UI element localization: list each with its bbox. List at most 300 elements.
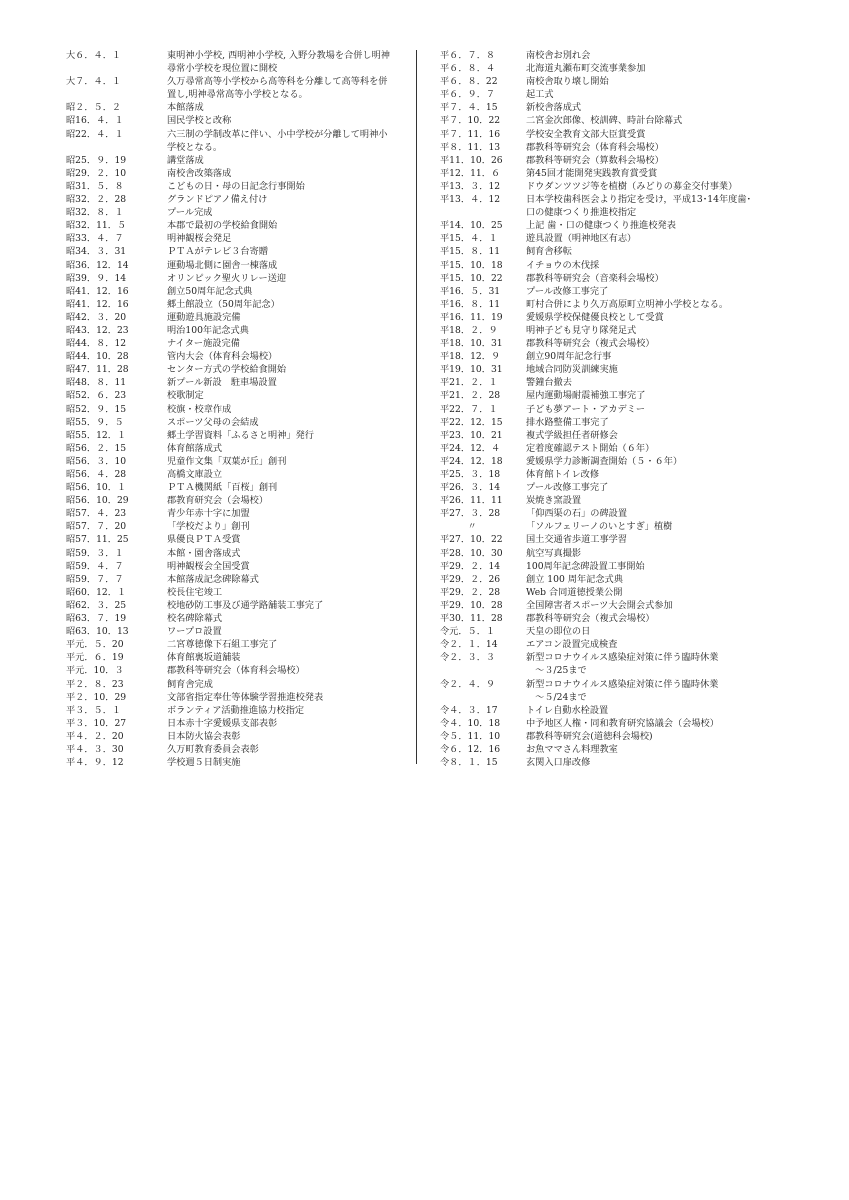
history-entry (66, 756, 416, 769)
history-entry (66, 625, 416, 638)
entry-event: 講堂落成 (167, 154, 204, 166)
entry-date: 平４．３．30 (66, 743, 124, 755)
entry-date: 平21．２．１ (440, 377, 498, 389)
entry-event: 久万町教育委員会表彰 (167, 743, 259, 755)
entry-date: 昭55．９．５ (66, 416, 124, 428)
entry-date: 令６．12．16 (440, 743, 501, 755)
entry-event: 明治100年記念式典 (167, 324, 249, 336)
entry-date: 平元．10．３ (66, 665, 124, 677)
history-entry (440, 389, 780, 402)
entry-event: ドウダンツツジ等を植樹（みどりの募金交付事業） (526, 180, 738, 192)
history-entry (66, 468, 416, 481)
history-entry (66, 717, 416, 730)
entry-event: ＰＴＡがテレビ３台寄贈 (167, 246, 268, 258)
entry-date: 平23．10．21 (440, 429, 503, 441)
entry-event: ＰＴＡ機関紙「百桜」創刊 (167, 482, 278, 494)
entry-date: 平６．７．８ (440, 50, 496, 61)
entry-event: 日本防火協会表彰 (167, 730, 241, 742)
entry-date: 昭60．12．１ (66, 586, 127, 598)
history-entry (66, 507, 416, 520)
history-entry (440, 717, 780, 730)
entry-event: 中予地区人権・同和教育研究協議会（会場校） (526, 717, 719, 729)
history-entry (66, 520, 416, 533)
entry-event: 上記 歯・口の健康つくり推進校発表 (526, 220, 676, 232)
entry-date: 大７．４．１ (66, 76, 122, 88)
history-entry (66, 573, 416, 586)
history-entry (440, 586, 780, 599)
history-entry (440, 573, 780, 586)
entry-date: 令元．５．１ (440, 626, 496, 638)
entry-event: トイレ自動水栓設置 (526, 704, 609, 716)
entry-date: 昭47．11．28 (66, 364, 129, 376)
history-entry (66, 704, 416, 717)
entry-date: 平27．10．22 (440, 534, 503, 546)
entry-event: 郡教科等研究会（体育科会場校） (167, 665, 305, 677)
entry-date: 平６．９．７ (440, 89, 496, 101)
history-entry (440, 272, 780, 285)
entry-date: 昭16．４．１ (66, 115, 124, 127)
history-column-left (66, 49, 416, 769)
entry-date: 令４．10．18 (440, 717, 501, 729)
history-entry (440, 88, 780, 101)
entry-event: 遊具設置（明神地区有志） (526, 233, 637, 245)
history-entry (66, 481, 416, 494)
entry-date: 昭39．９．14 (66, 272, 127, 284)
entry-date: 平２．10．29 (66, 691, 127, 703)
history-entry (440, 49, 780, 62)
history-entry (66, 350, 416, 363)
history-entry (440, 560, 780, 573)
entry-event: 北海道丸瀬布町交流事業参加 (526, 63, 646, 75)
entry-event: 新校舎落成式 (526, 102, 582, 114)
entry-date: 昭48．８．11 (66, 377, 127, 389)
history-entry (440, 259, 780, 272)
history-entry (440, 324, 780, 337)
entry-event: 新プール新設 駐車場設置 (167, 377, 277, 389)
entry-date: 平24．12．４ (440, 442, 501, 454)
entry-event: グランドピアノ備え付け (167, 194, 268, 206)
entry-event: ナイター施設完備 (167, 338, 240, 350)
history-entry (66, 245, 416, 258)
entry-date: 平14．10．25 (440, 220, 503, 232)
entry-event: 郡教科等研究会（体育科会場校） (526, 141, 664, 153)
entry-date: 昭41．12．16 (66, 285, 129, 297)
entry-event: 二宮金次郎像、校訓碑、時計台除幕式 (526, 115, 683, 127)
entry-event: 郡教科等研究会（音楽科会場校） (526, 272, 664, 284)
entry-date: 昭59．７．７ (66, 573, 124, 585)
entry-event: 校歌制定 (167, 390, 204, 402)
entry-date: 令４．３．17 (440, 704, 498, 716)
entry-event: 起工式 (526, 89, 554, 101)
entry-event: 文部省指定奉仕等体験学習推進校発表 (167, 691, 324, 703)
entry-event: ワープロ設置 (167, 626, 222, 638)
entry-date: 昭31．５．８ (66, 180, 124, 192)
history-entry (440, 756, 780, 769)
entry-date: 昭32．８．１ (66, 207, 124, 219)
entry-date: 昭32．11．５ (66, 220, 127, 232)
history-entry (440, 101, 780, 114)
entry-date: 平29．10．28 (440, 599, 503, 611)
history-entry (66, 219, 416, 232)
entry-event: 県優良ＰＴＡ受賞 (167, 534, 241, 546)
entry-date: 昭59．４．７ (66, 560, 124, 572)
entry-date: 昭41．12．16 (66, 298, 129, 310)
entry-date: 平18．10．31 (440, 338, 503, 350)
entry-date: 令５．11．10 (440, 730, 501, 742)
history-entry (440, 455, 780, 468)
entry-date: 平元．５．20 (66, 639, 124, 651)
entry-date: 平15．10．22 (440, 272, 503, 284)
entry-event: 本館落成 (167, 102, 204, 114)
entry-date: 昭43．12．23 (66, 324, 129, 336)
history-entry (440, 193, 780, 219)
history-entry (66, 206, 416, 219)
entry-event: 定着度確認テスト開始（６年） (526, 442, 655, 454)
history-entry (440, 743, 780, 756)
entry-date: 平８．11．13 (440, 141, 501, 153)
entry-event: ボランティア活動推進協力校指定 (167, 704, 305, 716)
entry-event: 愛媛県学力診断調査開始（５・６年） (526, 455, 683, 467)
entry-date: 平18．２．９ (440, 324, 498, 336)
entry-date: 平16．８．11 (440, 298, 501, 310)
entry-date: 昭59．３．１ (66, 547, 124, 559)
entry-date: 昭22．４．１ (66, 128, 124, 140)
history-entry (440, 141, 780, 154)
history-entry (66, 272, 416, 285)
entry-date: 平７．10．22 (440, 115, 501, 127)
entry-date: 平３．10．27 (66, 717, 127, 729)
entry-date: 平15．４．１ (440, 233, 498, 245)
history-entry (66, 180, 416, 193)
entry-event: 郡教科等研究会(道徳科会場校) (526, 730, 653, 742)
entry-event: 南校舎改築落成 (167, 167, 232, 179)
history-entry (440, 730, 780, 743)
entry-date: 令２．１．14 (440, 639, 498, 651)
entry-event: 国民学校と改称 (167, 115, 232, 127)
entry-event: 新型コロナウイルス感染症対策に伴う臨時休業 ～３/25まで (526, 652, 719, 677)
history-entry (66, 389, 416, 402)
history-entry (66, 232, 416, 245)
entry-event: 子ども夢アート・アカデミー (526, 403, 646, 415)
entry-date: 平２．８．23 (66, 678, 124, 690)
history-entry (66, 612, 416, 625)
entry-date: 平25．３．18 (440, 469, 501, 480)
history-entry (66, 416, 416, 429)
entry-event: プール改修工事完了 (526, 285, 609, 297)
entry-event: 「学校だより」創刊 (167, 521, 250, 533)
entry-event: 100周年記念碑設置工事開始 (526, 560, 645, 572)
entry-event: 南校舎取り壊し開始 (526, 76, 609, 88)
history-entry (440, 678, 780, 704)
entry-event: 校地砂防工事及び通学路舗装工事完了 (167, 599, 324, 611)
entry-event: 郡教育研究会（会場校） (167, 495, 269, 507)
entry-event: プール完成 (167, 207, 213, 219)
entry-date: 令２．３．３ (440, 652, 496, 664)
entry-event: 日本学校歯科医会より指定を受け，平成13･14年度歯･ 口の健康つくり推進校指定 (526, 194, 752, 219)
entry-date: 平26．３．14 (440, 482, 501, 494)
entry-event: 郡教科等研究会（複式会場校） (526, 613, 655, 625)
entry-event: 第45回才能開発実践教育賞受賞 (526, 167, 658, 179)
history-entry (440, 442, 780, 455)
entry-event: 日本赤十字愛媛県支部表彰 (167, 717, 278, 729)
history-entry (66, 337, 416, 350)
history-entry (440, 481, 780, 494)
entry-date: 平29．２．26 (440, 573, 501, 585)
column-divider (416, 50, 417, 764)
entry-date: 平13．４．12 (440, 194, 501, 206)
entry-event: 警鐘台撤去 (526, 377, 572, 389)
history-entry (66, 547, 416, 560)
entry-event: 六三制の学制改革に伴い、小中学校が分離して明神小 学校となる。 (167, 128, 388, 153)
history-entry (440, 704, 780, 717)
entry-date: 昭34．３．31 (66, 246, 127, 258)
history-entry (440, 612, 780, 625)
entry-date: 平19．10．31 (440, 364, 503, 376)
history-entry (440, 520, 780, 533)
entry-date: 昭56．３．10 (66, 455, 127, 467)
entry-date: 昭57．７．20 (66, 521, 127, 533)
entry-event: 明神観桜会発足 (167, 233, 232, 245)
history-entry (66, 403, 416, 416)
history-entry (66, 114, 416, 127)
entry-event: 航空写真撮影 (526, 547, 582, 559)
history-entry (66, 285, 416, 298)
history-entry (440, 62, 780, 75)
history-entry (440, 298, 780, 311)
entry-date: 昭57．11．25 (66, 534, 129, 546)
entry-date: 昭36．12．14 (66, 259, 129, 271)
history-entry (66, 560, 416, 573)
entry-date: 昭２．５．２ (66, 102, 122, 114)
entry-event: 本館・園舎落成式 (167, 547, 241, 559)
entry-event: 地域合同防災訓練実施 (526, 364, 618, 376)
history-entry (440, 285, 780, 298)
history-entry (66, 75, 416, 101)
history-entry (66, 298, 416, 311)
history-entry (440, 625, 780, 638)
entry-date: 平26．11．11 (440, 495, 503, 507)
history-entry (440, 547, 780, 560)
entry-event: 学校安全教育文部大臣賞受賞 (526, 128, 646, 140)
history-entry (440, 232, 780, 245)
entry-event: 複式学級担任者研修会 (526, 429, 618, 441)
entry-event: スポーツ父母の会結成 (167, 416, 259, 428)
entry-date: 平７．４．15 (440, 102, 498, 114)
history-entry (66, 324, 416, 337)
history-entry (66, 311, 416, 324)
history-entry (440, 167, 780, 180)
entry-event: 愛媛県学校保健優良校として受賞 (526, 311, 664, 323)
entry-event: 体育館裏坂道舗装 (167, 652, 241, 664)
entry-event: 屋内運動場耐震補強工事完了 (526, 390, 646, 402)
entry-event: 明神観桜会全国受賞 (167, 560, 250, 572)
entry-date: 令２．４．９ (440, 678, 496, 690)
entry-event: 町村合併により久万高原町立明神小学校となる。 (526, 298, 729, 310)
entry-date: 平16．11．19 (440, 311, 503, 323)
history-entry (440, 154, 780, 167)
entry-event: 創立90周年記念行事 (526, 351, 612, 363)
entry-date: 平28．10．30 (440, 547, 503, 559)
history-entry (66, 664, 416, 677)
entry-event: 全国障害者スポーツ大会開会式参加 (526, 599, 673, 611)
entry-date: 昭56．２．15 (66, 442, 127, 454)
entry-event: プール改修工事完了 (526, 482, 609, 494)
entry-date: 平７．11．16 (440, 128, 501, 140)
entry-date: 昭44．８．12 (66, 338, 127, 350)
entry-date: 平29．２．28 (440, 586, 501, 598)
entry-date: 平４．９．12 (66, 757, 124, 769)
entry-event: 児童作文集「双葉が丘」創刊 (167, 455, 287, 467)
history-entry (440, 219, 780, 232)
entry-event: 郡教科等研究会（算数科会場校） (526, 154, 664, 166)
entry-event: 本郡で最初の学校給食開始 (167, 220, 278, 232)
entry-event: 飼育舎完成 (167, 678, 213, 690)
history-entry (66, 599, 416, 612)
entry-event: 学校週５日制実施 (167, 757, 241, 769)
entry-event: 校名碑除幕式 (167, 613, 223, 625)
entry-date: 昭42．３．20 (66, 311, 127, 323)
entry-date: 平29．２．14 (440, 560, 501, 572)
history-entry (440, 651, 780, 677)
history-entry (440, 245, 780, 258)
entry-date: 平18．12．９ (440, 351, 501, 363)
history-entry (440, 311, 780, 324)
entry-event: 新型コロナウイルス感染症対策に伴う臨時休業 ～５/24まで (526, 678, 719, 703)
entry-event: 飼育舎移転 (526, 246, 572, 258)
entry-date: 〃 (440, 521, 477, 533)
entry-event: 久万尋常高等小学校から高等科を分離して高等科を併 置し,明神尋常高等小学校となる。 (167, 76, 388, 101)
history-entry (66, 651, 416, 664)
entry-date: 平11．10．26 (440, 154, 503, 166)
entry-date: 昭25．９．19 (66, 154, 127, 166)
entry-event: 創立50周年記念式典 (167, 285, 253, 297)
history-entry (66, 128, 416, 154)
entry-date: 平３．５．１ (66, 704, 122, 716)
entry-date: 昭32．２．28 (66, 194, 127, 206)
history-entry (66, 730, 416, 743)
entry-event: 東明神小学校, 西明神小学校, 入野分教場を合併し明神 尋常小学校を現位置に開校 (167, 50, 390, 75)
history-entry (440, 403, 780, 416)
history-entry (440, 363, 780, 376)
history-entry (440, 468, 780, 481)
history-entry (440, 507, 780, 520)
history-entry (66, 154, 416, 167)
history-entry (440, 114, 780, 127)
entry-date: 平16．５．31 (440, 285, 501, 297)
history-entry (440, 128, 780, 141)
entry-date: 昭33．４．７ (66, 233, 124, 245)
entry-event: 体育館トイレ改修 (526, 469, 600, 480)
entry-event: 本館落成記念碑除幕式 (167, 573, 259, 585)
entry-event: Web 合同道徳授業公開 (526, 586, 623, 598)
entry-event: エアコン設置完成検査 (526, 639, 618, 651)
entry-date: 昭52．６．23 (66, 390, 127, 402)
entry-event: 創立 100 周年記念式典 (526, 573, 623, 585)
entry-date: 平24．12．18 (440, 455, 503, 467)
entry-event: 高橋文庫設立 (167, 469, 223, 480)
history-entry (66, 455, 416, 468)
history-column-right (440, 49, 780, 769)
history-entry (66, 49, 416, 75)
entry-event: センター方式の学校給食開始 (167, 364, 287, 376)
history-entry (66, 533, 416, 546)
entry-event: 国土交通省歩道工事学習 (526, 534, 628, 546)
entry-event: 「ソルフェリーノのいとすぎ」植樹 (526, 521, 673, 533)
entry-date: 平15．10．18 (440, 259, 503, 271)
history-entry (66, 442, 416, 455)
history-entry (66, 376, 416, 389)
entry-date: 平22．７．１ (440, 403, 498, 415)
entry-event: 二宮尊徳像下石組工事完了 (167, 639, 278, 651)
entry-date: 昭52．９．15 (66, 403, 127, 415)
entry-event: お魚ママさん料理教室 (526, 743, 618, 755)
history-entry (440, 180, 780, 193)
entry-date: 平６．８．４ (440, 63, 496, 75)
history-entry (66, 494, 416, 507)
history-entry (66, 638, 416, 651)
entry-event: 運動遊具施設完備 (167, 311, 241, 323)
entry-event: 炭焼き窯設置 (526, 495, 582, 507)
history-entry (440, 416, 780, 429)
entry-date: 平４．２．20 (66, 730, 124, 742)
entry-event: 青少年赤十字に加盟 (167, 508, 250, 520)
entry-date: 平21．２．28 (440, 390, 501, 402)
entry-event: 明神子ども見守り隊発足式 (526, 324, 637, 336)
entry-date: 平22．12．15 (440, 416, 503, 428)
entry-event: 運動場北側に園舎一棟落成 (167, 259, 278, 271)
entry-date: 昭55．12．１ (66, 429, 127, 441)
entry-date: 昭29．２．10 (66, 167, 127, 179)
history-entry (440, 376, 780, 389)
entry-event: イチョウの木伐採 (526, 259, 600, 271)
history-entry (440, 337, 780, 350)
entry-event: オリンピック聖火リレー送迎 (167, 272, 287, 284)
entry-event: 「仰西渠の石」の碑設置 (526, 508, 628, 520)
history-entry (440, 599, 780, 612)
entry-date: 昭62．３．25 (66, 599, 127, 611)
history-entry (66, 678, 416, 691)
entry-date: 昭56．10．29 (66, 495, 129, 507)
entry-event: 体育館落成式 (167, 442, 223, 454)
entry-event: 校長住宅竣工 (167, 586, 223, 598)
entry-date: 令８．１．15 (440, 757, 498, 769)
entry-date: 平30．11．28 (440, 613, 503, 625)
entry-event: こどもの日・母の日記念行事開始 (167, 180, 305, 192)
history-entry (440, 494, 780, 507)
entry-event: 南校舎お別れ会 (526, 50, 591, 61)
entry-date: 平６．８．22 (440, 76, 498, 88)
history-entry (66, 363, 416, 376)
entry-date: 昭44．10．28 (66, 351, 129, 363)
history-entry (66, 743, 416, 756)
entry-event: 管内大会（体育科会場校） (167, 351, 278, 363)
history-entry (66, 429, 416, 442)
history-entry (440, 638, 780, 651)
entry-date: 平13．３．12 (440, 180, 501, 192)
entry-date: 昭63．10．13 (66, 626, 129, 638)
history-entry (440, 350, 780, 363)
history-entry (66, 167, 416, 180)
entry-event: 天皇の即位の日 (526, 626, 591, 638)
entry-date: 平12．11．６ (440, 167, 501, 179)
entry-date: 昭57．４．23 (66, 508, 127, 520)
history-entry (66, 586, 416, 599)
entry-event: 玄関入口扉改修 (526, 757, 591, 769)
entry-date: 平15．８．11 (440, 246, 501, 258)
history-entry (66, 259, 416, 272)
entry-event: 校旗・校章作成 (167, 403, 232, 415)
entry-date: 昭56．10．１ (66, 482, 127, 494)
